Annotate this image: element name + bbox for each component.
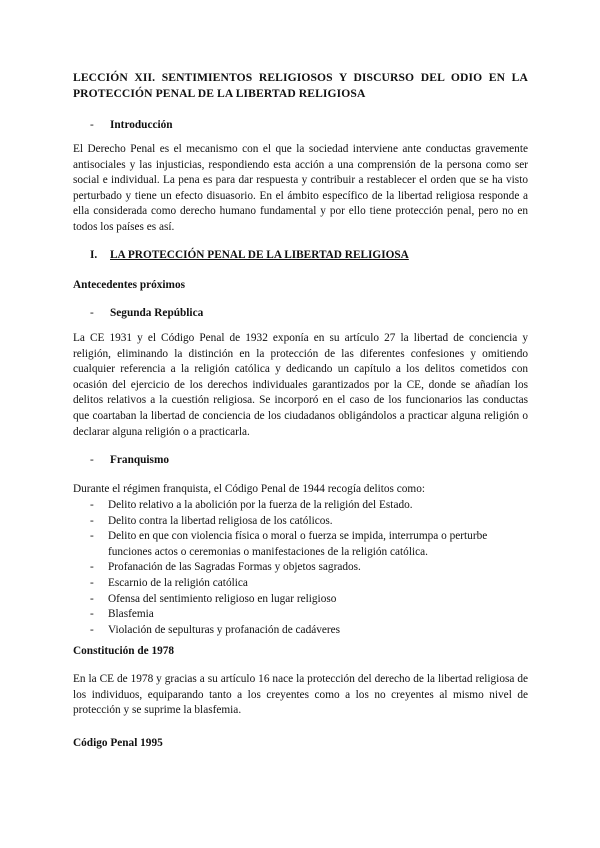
franquismo-list [73,498,528,638]
list-item: - Delito en que con violencia física o moral o fuerza se impida, interrumpa o perturbe funciones actos o ceremonias o manifestaciones de la religión católica. [73,529,528,560]
intro-paragraph: El Derecho Penal es el mecanismo con el que la sociedad interviene ante conductas gravemente antisociales y las injusticias, respondiendo esta acción a una comprensión de la persona como ser social e individual. La pena es para dar respuesta y contribuir a restablecer el orden que se ha visto perturbado y tiene un efecto disuasorio. En el ámbito específico de la libertad religiosa responde a ella considerada como derecho humano fundamental y por ello tiene protección penal, pero no en todos los países es así. [73,143,528,233]
intro-heading-text: Introducción [110,119,173,131]
list-item: - Delito relativo a la abolición por la fuerza de la religión del Estado. [73,498,528,514]
segunda-republica-heading-text: Segunda República [110,307,204,319]
list-item: - Ofensa del sentimiento religioso en lugar religioso [73,592,528,608]
list-item: - Escarnio de la religión católica [73,576,528,592]
antecedentes-heading: Antecedentes próximos [73,279,186,291]
section-1-number: I. [90,249,98,261]
segunda-republica-dash: - [90,307,94,319]
lesson-title: LECCIÓN XII. SENTIMIENTOS RELIGIOSOS Y DISCURSO DEL ODIO EN LA PROTECCIÓN PENAL DE LA LIBERTAD RELIGIOSA [73,71,528,100]
list-item: - Delito contra la libertad religiosa de los católicos. [73,514,528,530]
intro-dash: - [90,119,94,131]
franquismo-dash: - [90,454,94,466]
segunda-republica-paragraph: La CE 1931 y el Código Penal de 1932 exponía en su artículo 27 la libertad de conciencia y religión, eliminando la distinción en la protección de las diferentes confesiones y omitiendo cualquier referencia a la religión católica y dedicando un capítulo a los delitos cometidos con ocasión del ejercicio de los derechos individuales garantizados por la CE, donde se añadían los delitos relativos a la cuestión religiosa. Se incorporó en el caso de los funcionarios las conductas que coartaban la libertad de conciencia de los ciudadanos obligándolos a practicar alguna religión o declarar alguna religión o a practicarla. [73,332,528,438]
list-item: - Violación de sepulturas y profanación de cadáveres [73,623,528,639]
section-1-title [90,248,409,263]
list-item: - Blasfemia [73,607,528,623]
franquismo-heading-text: Franquismo [110,454,170,466]
constitucion-paragraph: En la CE de 1978 y gracias a su artículo 16 nace la protección del derecho de la libertad religiosa de los individuos, equiparando tanto a los creyentes como a los no creyentes al mismo nivel de protección y se suprime la blasfemia. [73,673,528,717]
constitucion-heading: Constitución de 1978 [73,645,175,657]
segunda-republica-heading [90,306,203,321]
franquismo-heading [90,453,169,468]
franquismo-intro: Durante el régimen franquista, el Código Penal de 1944 recogía delitos como: [73,483,425,495]
section-1-title-text: LA PROTECCIÓN PENAL DE LA LIBERTAD RELIGIOSA [110,249,409,261]
intro-heading [90,118,173,133]
franquismo-list-wrap [73,498,528,638]
codigo-penal-heading: Código Penal 1995 [73,737,163,749]
list-item: - Profanación de las Sagradas Formas y objetos sagrados. [73,560,528,576]
